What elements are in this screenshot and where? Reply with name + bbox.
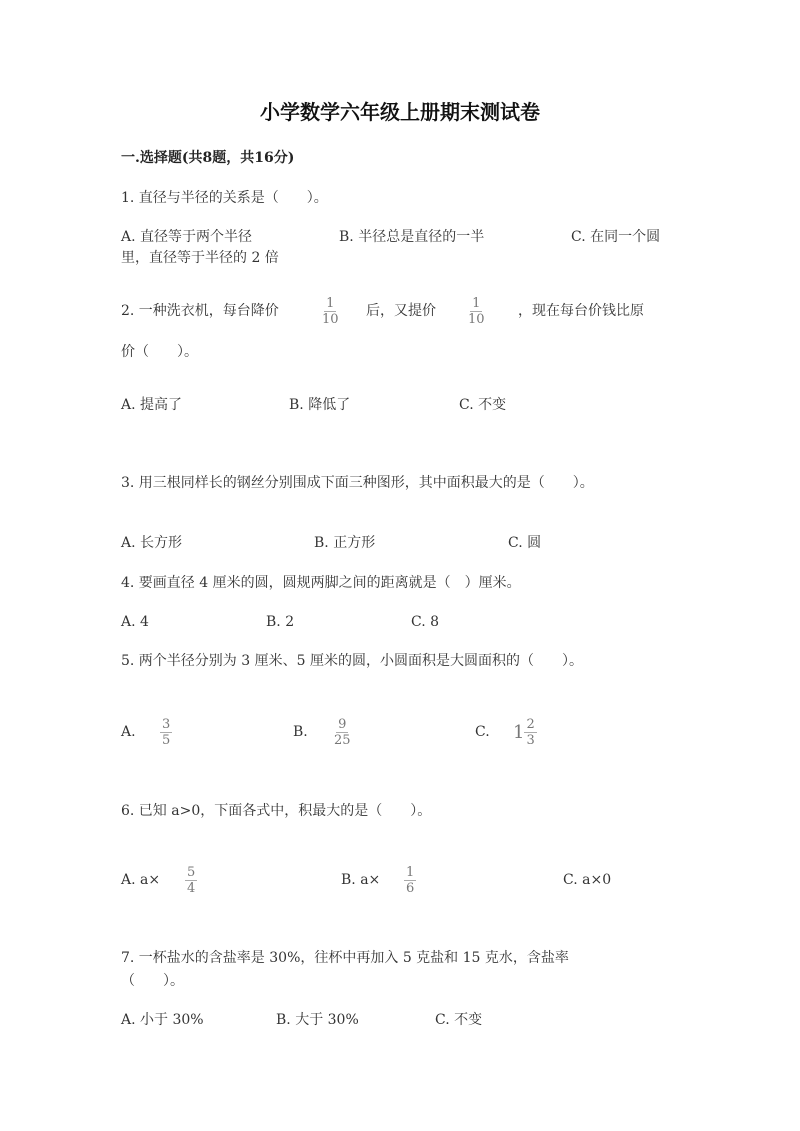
page-title: 小学数学六年级上册期末测试卷	[260, 100, 540, 124]
q5-option-b: B.	[293, 724, 308, 740]
q5-option-c: C.	[475, 724, 490, 740]
q6-option-c: C. a×0	[563, 872, 612, 888]
q5-option-a: A.	[121, 724, 136, 740]
q7-option-c: C. 不变	[435, 1012, 483, 1028]
numerator: 2	[526, 717, 535, 732]
fraction	[322, 296, 339, 327]
q1-option-c: C. 在同一个圆	[571, 229, 661, 245]
denominator: 5	[162, 733, 171, 748]
fraction	[160, 717, 172, 748]
fraction	[468, 296, 485, 327]
numerator: 1	[406, 865, 415, 880]
q3-option-b: B. 正方形	[314, 535, 376, 551]
question-2-part: 后，又提价	[366, 303, 436, 319]
q2-option-b: B. 降低了	[289, 397, 351, 413]
denominator: 10	[322, 312, 339, 327]
denominator: 25	[334, 733, 351, 748]
fraction	[334, 717, 351, 748]
section-heading: 一.选择题(共8题，共16分)	[121, 150, 295, 166]
q6-option-a: A. a×	[121, 872, 161, 888]
numerator: 1	[472, 296, 481, 311]
denominator: 3	[526, 733, 535, 748]
q2-option-c: C. 不变	[459, 397, 507, 413]
denominator: 10	[468, 312, 485, 327]
question-5: 5. 两个半径分别为 3 厘米、5 厘米的圆，小圆面积是大圆面积的（ ）。	[121, 653, 583, 669]
question-4: 4. 要画直径 4 厘米的圆，圆规两脚之间的距离就是（ ）厘米。	[121, 575, 521, 591]
q2-option-a: A. 提高了	[121, 397, 183, 413]
q1-option-b: B. 半径总是直径的一半	[339, 229, 485, 245]
q7-option-a: A. 小于 30%	[121, 1012, 204, 1028]
fraction	[185, 865, 197, 896]
numerator: 9	[338, 717, 347, 732]
denominator: 6	[406, 881, 415, 896]
question-2-part: ，现在每台价钱比原	[518, 303, 644, 319]
question-2: 2. 一种洗衣机，每台降价	[121, 303, 279, 319]
mixed-number	[513, 717, 537, 748]
q1-option-a: A. 直径等于两个半径	[121, 229, 253, 245]
question-6: 6. 已知 a>0，下面各式中，积最大的是（ ）。	[121, 803, 432, 819]
fraction	[524, 717, 536, 748]
fraction	[404, 865, 416, 896]
q1-option-c-cont: 里，直径等于半径的 2 倍	[121, 250, 279, 266]
q3-option-c: C. 圆	[508, 535, 542, 551]
q4-option-a: A. 4	[121, 614, 149, 630]
q4-option-b: B. 2	[266, 614, 295, 630]
denominator: 4	[187, 881, 196, 896]
q4-option-c: C. 8	[411, 614, 440, 630]
question-2-part: 价（ ）。	[121, 344, 198, 360]
q6-option-b: B. a×	[341, 872, 381, 888]
numerator: 3	[162, 717, 171, 732]
q7-option-b: B. 大于 30%	[276, 1012, 359, 1028]
question-1: 1. 直径与半径的关系是（ ）。	[121, 190, 328, 206]
q3-option-a: A. 长方形	[121, 535, 183, 551]
question-3: 3. 用三根同样长的钢丝分别围成下面三种图形，其中面积最大的是（ ）。	[121, 475, 594, 491]
whole-part: 1	[513, 722, 525, 743]
numerator: 1	[326, 296, 335, 311]
numerator: 5	[187, 865, 196, 880]
question-7-cont: （ ）。	[121, 973, 184, 989]
question-7: 7. 一杯盐水的含盐率是 30%，往杯中再加入 5 克盐和 15 克水，含盐率	[121, 950, 569, 966]
